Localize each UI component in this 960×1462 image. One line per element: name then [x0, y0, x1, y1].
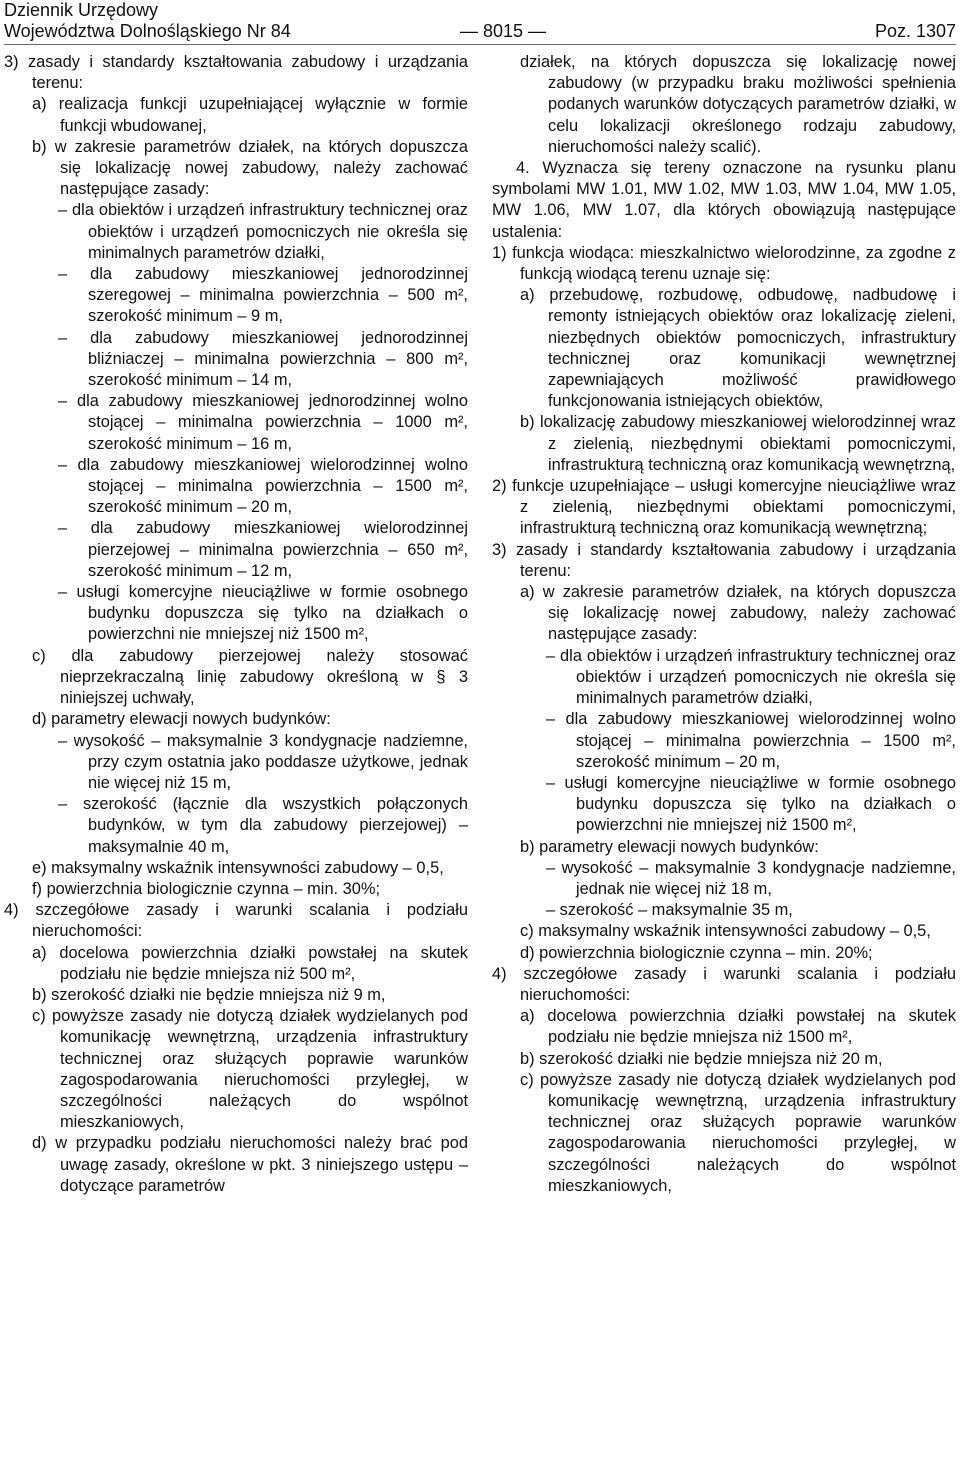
left-paragraph: 3) zasady i standardy kształtowania zabudowy i urządzania terenu:	[4, 53, 468, 93]
left-paragraph: c) dla zabudowy pierzejowej należy stosować nieprzekraczalną linię zabudowy określoną w § 3 niniejszej uchwały,	[32, 646, 468, 708]
right-paragraph: a) przebudowę, rozbudowę, odbudowę, nadbudowę i remonty istniejących obiektów oraz lokalizację zieleni, niezbędnych obiektów pomocniczych, infrastruktury technicznej oraz komunikacji wewnętrznej zapewniających możliwość prawidłowego funkcjonowania istniejących obiektów,	[520, 286, 956, 411]
left-paragraph: a) docelowa powierzchnia działki powstałej na skutek podziału nie będzie mniejsza niż 500 m²,	[32, 943, 468, 983]
page-number: — 8015 —	[460, 21, 547, 41]
right-paragraph: a) docelowa powierzchnia działki powstałej na skutek podziału nie będzie mniejsza niż 1500 m²,	[520, 1007, 956, 1047]
left-paragraph: d) w przypadku podziału nieruchomości należy brać pod uwagę zasady, określone w pkt. 3 niniejszego ustępu – dotyczące parametrów	[32, 1134, 468, 1195]
left-paragraph: – wysokość – maksymalnie 3 kondygnacje nadziemne, przy czym ostatnia jako poddasze użytkowe, jednak nie więcej niż 15 m,	[58, 731, 468, 792]
right-paragraph: b) szerokość działki nie będzie mniejsza niż 20 m,	[520, 1049, 883, 1068]
right-paragraph: – usługi komercyjne nieuciążliwe w formie osobnego budynku dopuszcza się tylko na działkach o powierzchni nie mniejszej niż 1500 m²,	[546, 773, 956, 835]
right-paragraph: d) powierzchnia biologicznie czynna – min. 20%;	[520, 943, 873, 962]
position-number: Poz. 1307	[874, 21, 956, 41]
left-paragraph: – dla zabudowy mieszkaniowej jednorodzinnej wolno stojącej – minimalna powierzchnia – 1000 m², szerokość minimum – 16 m,	[58, 392, 468, 453]
right-paragraph: działek, na których dopuszcza się lokalizację nowej zabudowy (w przypadku braku możliwości spełnienia podanych warunków dotyczących parametrów działki, w celu lokalizacji określonego rodzaju zabudowy, nieruchomości należy scalić).	[520, 53, 956, 156]
left-column	[4, 52, 468, 1197]
left-paragraph: 4) szczegółowe zasady i warunki scalania i podziału nieruchomości:	[4, 901, 468, 941]
right-paragraph: c) maksymalny wskaźnik intensywności zabudowy – 0,5,	[520, 922, 931, 941]
right-paragraph: – wysokość – maksymalnie 3 kondygnacje nadziemne, jednak nie więcej niż 18 m,	[546, 858, 956, 898]
left-paragraph: b) szerokość działki nie będzie mniejsza niż 9 m,	[32, 985, 386, 1004]
left-paragraph: – szerokość (łącznie dla wszystkich połączonych budynków, w tym dla zabudowy pierzejowej) – maksymalnie 40 m,	[58, 795, 468, 856]
right-paragraph: b) parametry elewacji nowych budynków:	[520, 837, 819, 856]
journal-title: Dziennik Urzędowy	[4, 0, 159, 20]
left-paragraph: a) realizacja funkcji uzupełniającej wyłącznie w formie funkcji wbudowanej,	[32, 95, 468, 135]
right-paragraph: 1) funkcja wiodąca: mieszkalnictwo wielorodzinne, za zgodne z funkcją wiodącą terenu uznaje się:	[492, 243, 956, 284]
left-paragraph: – dla zabudowy mieszkaniowej wielorodzinnej pierzejowej – minimalna powierzchnia – 650 m², szerokość minimum – 12 m,	[58, 519, 468, 580]
journal-issue: Województwa Dolnośląskiego Nr 84	[4, 21, 291, 41]
right-paragraph: c) powyższe zasady nie dotyczą działek wydzielanych pod komunikację wewnętrzną, urządzenia infrastruktury technicznej oraz służących poprawie warunków zagospodarowania nieruchomości przyległej, w szczególności należących do wspólnot mieszkaniowych,	[520, 1070, 956, 1195]
left-paragraph: – usługi komercyjne nieuciążliwe w formie osobnego budynku dopuszcza się tylko na działkach o powierzchni nie mniejszej niż 1500 m²,	[58, 583, 468, 644]
left-paragraph: f) powierzchnia biologicznie czynna – min. 30%;	[32, 879, 381, 898]
left-paragraph: – dla obiektów i urządzeń infrastruktury technicznej oraz obiektów i urządzeń pomocniczych nie określa się minimalnych parametrów działki,	[58, 201, 468, 262]
right-paragraph: b) lokalizację zabudowy mieszkaniowej wielorodzinnej wraz z zielenią, niezbędnymi obiektami pomocniczymi, infrastrukturą techniczną oraz komunikacją wewnętrzną,	[520, 413, 956, 474]
left-paragraph: – dla zabudowy mieszkaniowej jednorodzinnej bliźniaczej – minimalna powierzchnia – 800 m², szerokość minimum – 14 m,	[58, 328, 468, 390]
right-paragraph: – szerokość – maksymalnie 35 m,	[546, 901, 793, 920]
right-paragraph: 2) funkcje uzupełniające – usługi komercyjne nieuciążliwe wraz z zielenią, niezbędnymi obiektami pomocniczymi, infrastrukturą techniczną oraz komunikacją wewnętrzną;	[492, 477, 956, 538]
right-paragraph: 3) zasady i standardy kształtowania zabudowy i urządzania terenu:	[492, 540, 956, 580]
left-paragraph: – dla zabudowy mieszkaniowej wielorodzinnej wolno stojącej – minimalna powierzchnia – 1500 m², szerokość minimum – 20 m,	[58, 455, 468, 517]
header-rule	[4, 44, 956, 45]
right-paragraph: – dla zabudowy mieszkaniowej wielorodzinnej wolno stojącej – minimalna powierzchnia – 1500 m², szerokość minimum – 20 m,	[546, 710, 956, 771]
left-paragraph: d) parametry elewacji nowych budynków:	[32, 710, 331, 729]
right-paragraph: a) w zakresie parametrów działek, na których dopuszcza się lokalizację nowej zabudowy, należy zachować następujące zasady:	[520, 583, 956, 644]
left-paragraph: c) powyższe zasady nie dotyczą działek wydzielanych pod komunikację wewnętrzną, urządzenia infrastruktury technicznej oraz służących poprawie warunków zagospodarowania nieruchomości przyległej, w szczególności należących do wspólnot mieszkaniowych,	[32, 1007, 468, 1132]
right-column	[492, 52, 956, 1197]
left-paragraph: b) w zakresie parametrów działek, na których dopuszcza się lokalizację nowej zabudowy, należy zachować następujące zasady:	[32, 137, 468, 199]
right-paragraph: – dla obiektów i urządzeń infrastruktury technicznej oraz obiektów i urządzeń pomocniczych nie określa się minimalnych parametrów działki,	[546, 646, 956, 708]
left-paragraph: e) maksymalny wskaźnik intensywności zabudowy – 0,5,	[32, 858, 444, 877]
left-paragraph: – dla zabudowy mieszkaniowej jednorodzinnej szeregowej – minimalna powierzchnia – 500 m², szerokość minimum – 9 m,	[58, 265, 468, 326]
right-paragraph: 4) szczegółowe zasady i warunki scalania i podziału nieruchomości:	[492, 964, 956, 1004]
right-paragraph: 4. Wyznacza się tereny oznaczone na rysunku planu symbolami MW 1.01, MW 1.02, MW 1.03, MW 1.04, MW 1.05, MW 1.06, MW 1.07, dla których obowiązują następujące ustalenia:	[492, 159, 956, 241]
